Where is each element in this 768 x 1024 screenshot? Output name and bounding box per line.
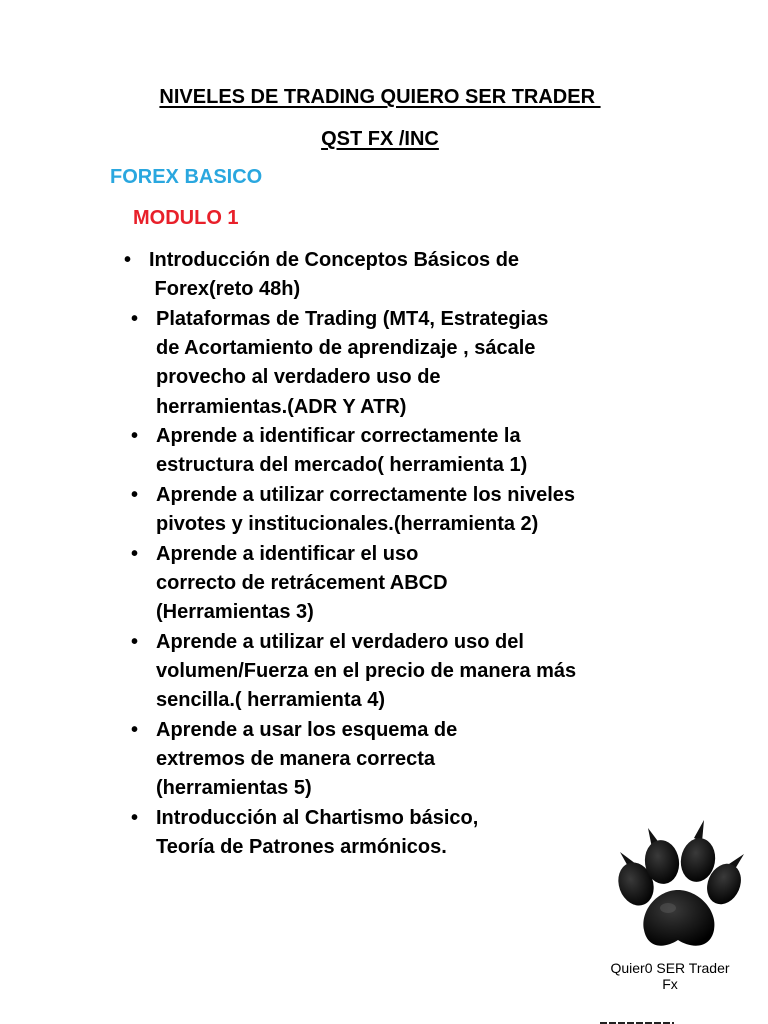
bullet-icon: • [131, 630, 139, 653]
list-item: • Introducción de Conceptos Básicos de Forex(reto 48h) [0, 246, 768, 305]
bullet-icon: • [131, 307, 139, 330]
bullet-icon: • [131, 542, 139, 565]
list-item: • Plataformas de Trading (MT4, Estrategias de Acortamiento de aprendizaje , sácale provecho al verdadero uso de herramientas.(ADR Y ATR) [0, 305, 768, 422]
logo-caption: Quier0 SER Trader Fx [610, 960, 730, 992]
bullet-icon: • [124, 249, 132, 271]
section-heading: FOREX BASICO [110, 166, 263, 188]
list-item: • Aprende a utilizar correctamente los niveles pivotes y institucionales.(herramienta 2) [0, 481, 768, 540]
wolf-paw-icon [608, 818, 748, 958]
bullet-icon: • [131, 483, 139, 506]
list-item: • Aprende a identificar el uso correcto de retrácement ABCD (Herramientas 3) [0, 540, 768, 628]
module-heading: MODULO 1 [133, 207, 239, 229]
topic-list [0, 246, 768, 863]
list-item: • Introducción al Chartismo básico, Teoría de Patrones armónicos. [0, 804, 768, 863]
list-item: • Aprende a utilizar el verdadero uso del volumen/Fuerza en el precio de manera más sencilla.( herramienta 4) [0, 628, 768, 716]
bullet-icon: • [131, 718, 139, 741]
cut-off-text [600, 1016, 674, 1024]
list-item: • Aprende a usar los esquema de extremos de manera correcta (herramientas 5) [0, 716, 768, 804]
list-item: • Aprende a identificar correctamente la estructura del mercado( herramienta 1) [0, 422, 768, 481]
bullet-icon: • [131, 425, 139, 448]
bullet-icon: • [131, 806, 139, 829]
document-title-line-2: QST FX /INC [321, 128, 439, 150]
document-title-line-1: NIVELES DE TRADING QUIERO SER TRADER [159, 86, 601, 108]
